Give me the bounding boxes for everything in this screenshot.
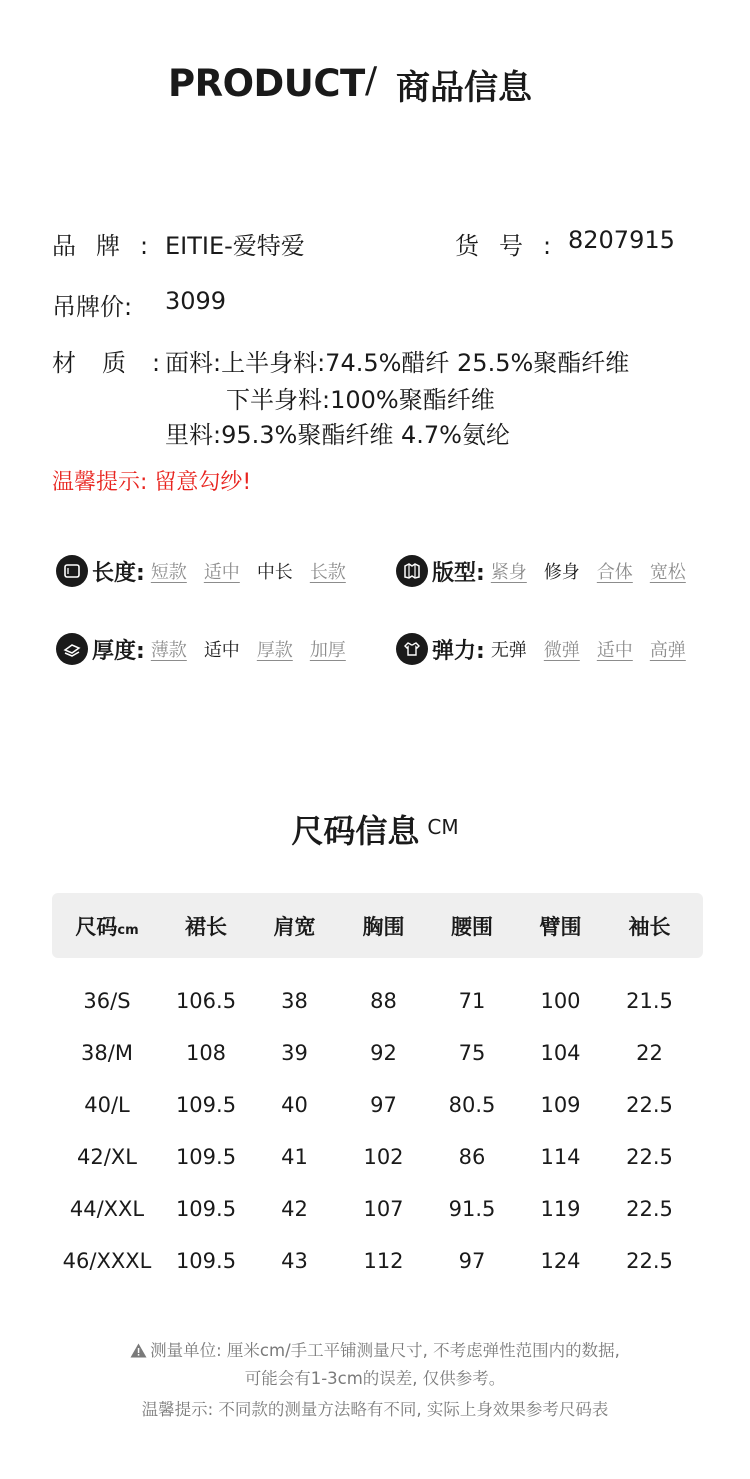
price-label: 吊牌价: [52,293,133,321]
option-moderate-stretch: 适中 [596,640,633,661]
header-sleeve: 袖长 [628,914,671,939]
table-cell: 92 [370,1041,397,1065]
table-cell: 22.5 [626,1145,673,1169]
table-cell: 104 [540,1041,581,1065]
title-separator: / [365,60,378,101]
table-row [52,1131,703,1183]
fit-icon [396,555,428,587]
option-high-stretch: 高弹 [649,640,686,661]
table-cell: 109.5 [175,1249,237,1273]
table-cell: 39 [281,1041,308,1065]
table-cell: 40 [281,1093,308,1117]
option-long: 长款 [309,562,346,583]
option-slim-selected: 修身 [543,562,580,583]
table-row [52,975,703,1027]
table-cell: 22.5 [626,1249,673,1273]
title-chinese: 商品信息 [396,68,532,108]
size-section-title [0,806,750,852]
table-cell: 22 [636,1041,663,1065]
table-cell: 38 [281,989,308,1013]
table-body [52,975,703,1287]
header-bust: 胸围 [362,914,405,939]
table-cell: 102 [363,1145,404,1169]
elasticity-icon [396,633,428,665]
option-loose: 宽松 [649,562,686,583]
attribute-length [56,554,363,588]
table-cell: 107 [363,1197,404,1221]
attribute-thickness [56,632,363,666]
table-cell: 42 [281,1197,308,1221]
table-cell: 91.5 [448,1197,496,1221]
table-cell: 41 [281,1145,308,1169]
table-cell: 43 [281,1249,308,1273]
size-title-text: 尺码信息 [291,812,420,850]
attribute-elasticity [396,632,703,666]
table-cell: 44/XXL [69,1197,145,1221]
size-title-unit: CM [427,815,459,839]
header-arm: 臂围 [539,914,582,939]
table-cell: 22.5 [626,1093,673,1117]
attribute-label: 弹力: [432,638,485,664]
brand-value: EITIE-爱特爱 [165,232,305,260]
table-cell: 100 [540,989,581,1013]
table-row [52,1079,703,1131]
header-size: 尺码cm [75,914,139,939]
table-cell: 109.5 [175,1197,237,1221]
table-cell: 97 [370,1093,397,1117]
table-cell: 119 [540,1197,581,1221]
table-cell: 109.5 [175,1093,237,1117]
page-title [0,58,750,108]
option-slight-stretch: 微弹 [543,640,580,661]
table-cell: 71 [458,989,486,1013]
note-line-3: 温馨提示: 不同款的测量方法略有不同, 实际上身效果参考尺码表 [141,1400,609,1419]
option-thin: 薄款 [150,640,187,661]
table-row [52,1027,703,1079]
table-cell: 112 [363,1249,404,1273]
option-moderate-selected: 适中 [203,640,240,661]
option-no-stretch-selected: 无弹 [490,640,527,661]
warning-icon [130,1343,147,1362]
table-cell: 114 [540,1145,581,1169]
option-midlength-selected: 中长 [256,562,293,583]
table-cell: 109.5 [175,1145,237,1169]
table-cell: 38/M [81,1041,133,1065]
price-value: 3099 [165,287,227,315]
table-cell: 21.5 [626,989,673,1013]
table-cell: 36/S [83,989,131,1013]
note-line-1: 测量单位: 厘米cm/手工平铺测量尺寸, 不考虑弹性范围内的数据, [150,1341,620,1360]
note-measurement [0,1337,750,1362]
option-short: 短款 [150,562,187,583]
table-cell: 108 [185,1041,227,1065]
title-english: PRODUCT [168,62,365,105]
brand-label: 品牌: [52,232,169,260]
header-shoulder: 肩宽 [273,914,316,939]
header-skirt-length: 裙长 [185,914,227,939]
table-cell: 46/XXXL [62,1249,152,1273]
table-row [52,1235,703,1287]
table-cell: 97 [458,1249,486,1273]
header-waist: 腰围 [451,914,493,939]
material-lower-body: 下半身料:100%聚酯纤维 [226,386,495,414]
warning-tip: 温馨提示: 留意勾纱! [52,470,252,495]
attribute-label: 版型: [432,560,485,586]
table-header [52,893,703,958]
note-line-2: 可能会有1-3cm的误差, 仅供参考。 [244,1369,506,1388]
option-extra-thick: 加厚 [309,640,346,661]
option-regular: 合体 [596,562,633,583]
sku-label: 货号: [455,232,572,260]
material-label: 材质: [52,349,187,377]
header-size-unit: cm [117,922,139,938]
attribute-fit [396,554,703,588]
thickness-icon [56,633,88,665]
attribute-label: 厚度: [92,638,145,664]
table-cell: 22.5 [626,1197,673,1221]
table-cell: 42/XL [77,1145,137,1169]
sku-value: 8207915 [568,226,675,254]
table-cell: 40/L [84,1093,130,1117]
option-medium: 适中 [203,562,240,583]
table-cell: 80.5 [448,1093,496,1117]
material-fabric: 面料:上半身料:74.5%醋纤 25.5%聚酯纤维 [165,349,630,377]
size-table [52,893,703,1287]
material-lining: 里料:95.3%聚酯纤维 4.7%氨纶 [165,421,510,449]
table-cell: 88 [370,989,397,1013]
table-cell: 124 [540,1249,581,1273]
option-tight: 紧身 [490,562,527,583]
table-cell: 75 [458,1041,486,1065]
table-cell: 109 [540,1093,581,1117]
table-cell: 106.5 [175,989,237,1013]
table-row [52,1183,703,1235]
length-icon [56,555,88,587]
table-cell: 86 [458,1145,486,1169]
attribute-label: 长度: [92,560,145,586]
option-thick: 厚款 [256,640,293,661]
